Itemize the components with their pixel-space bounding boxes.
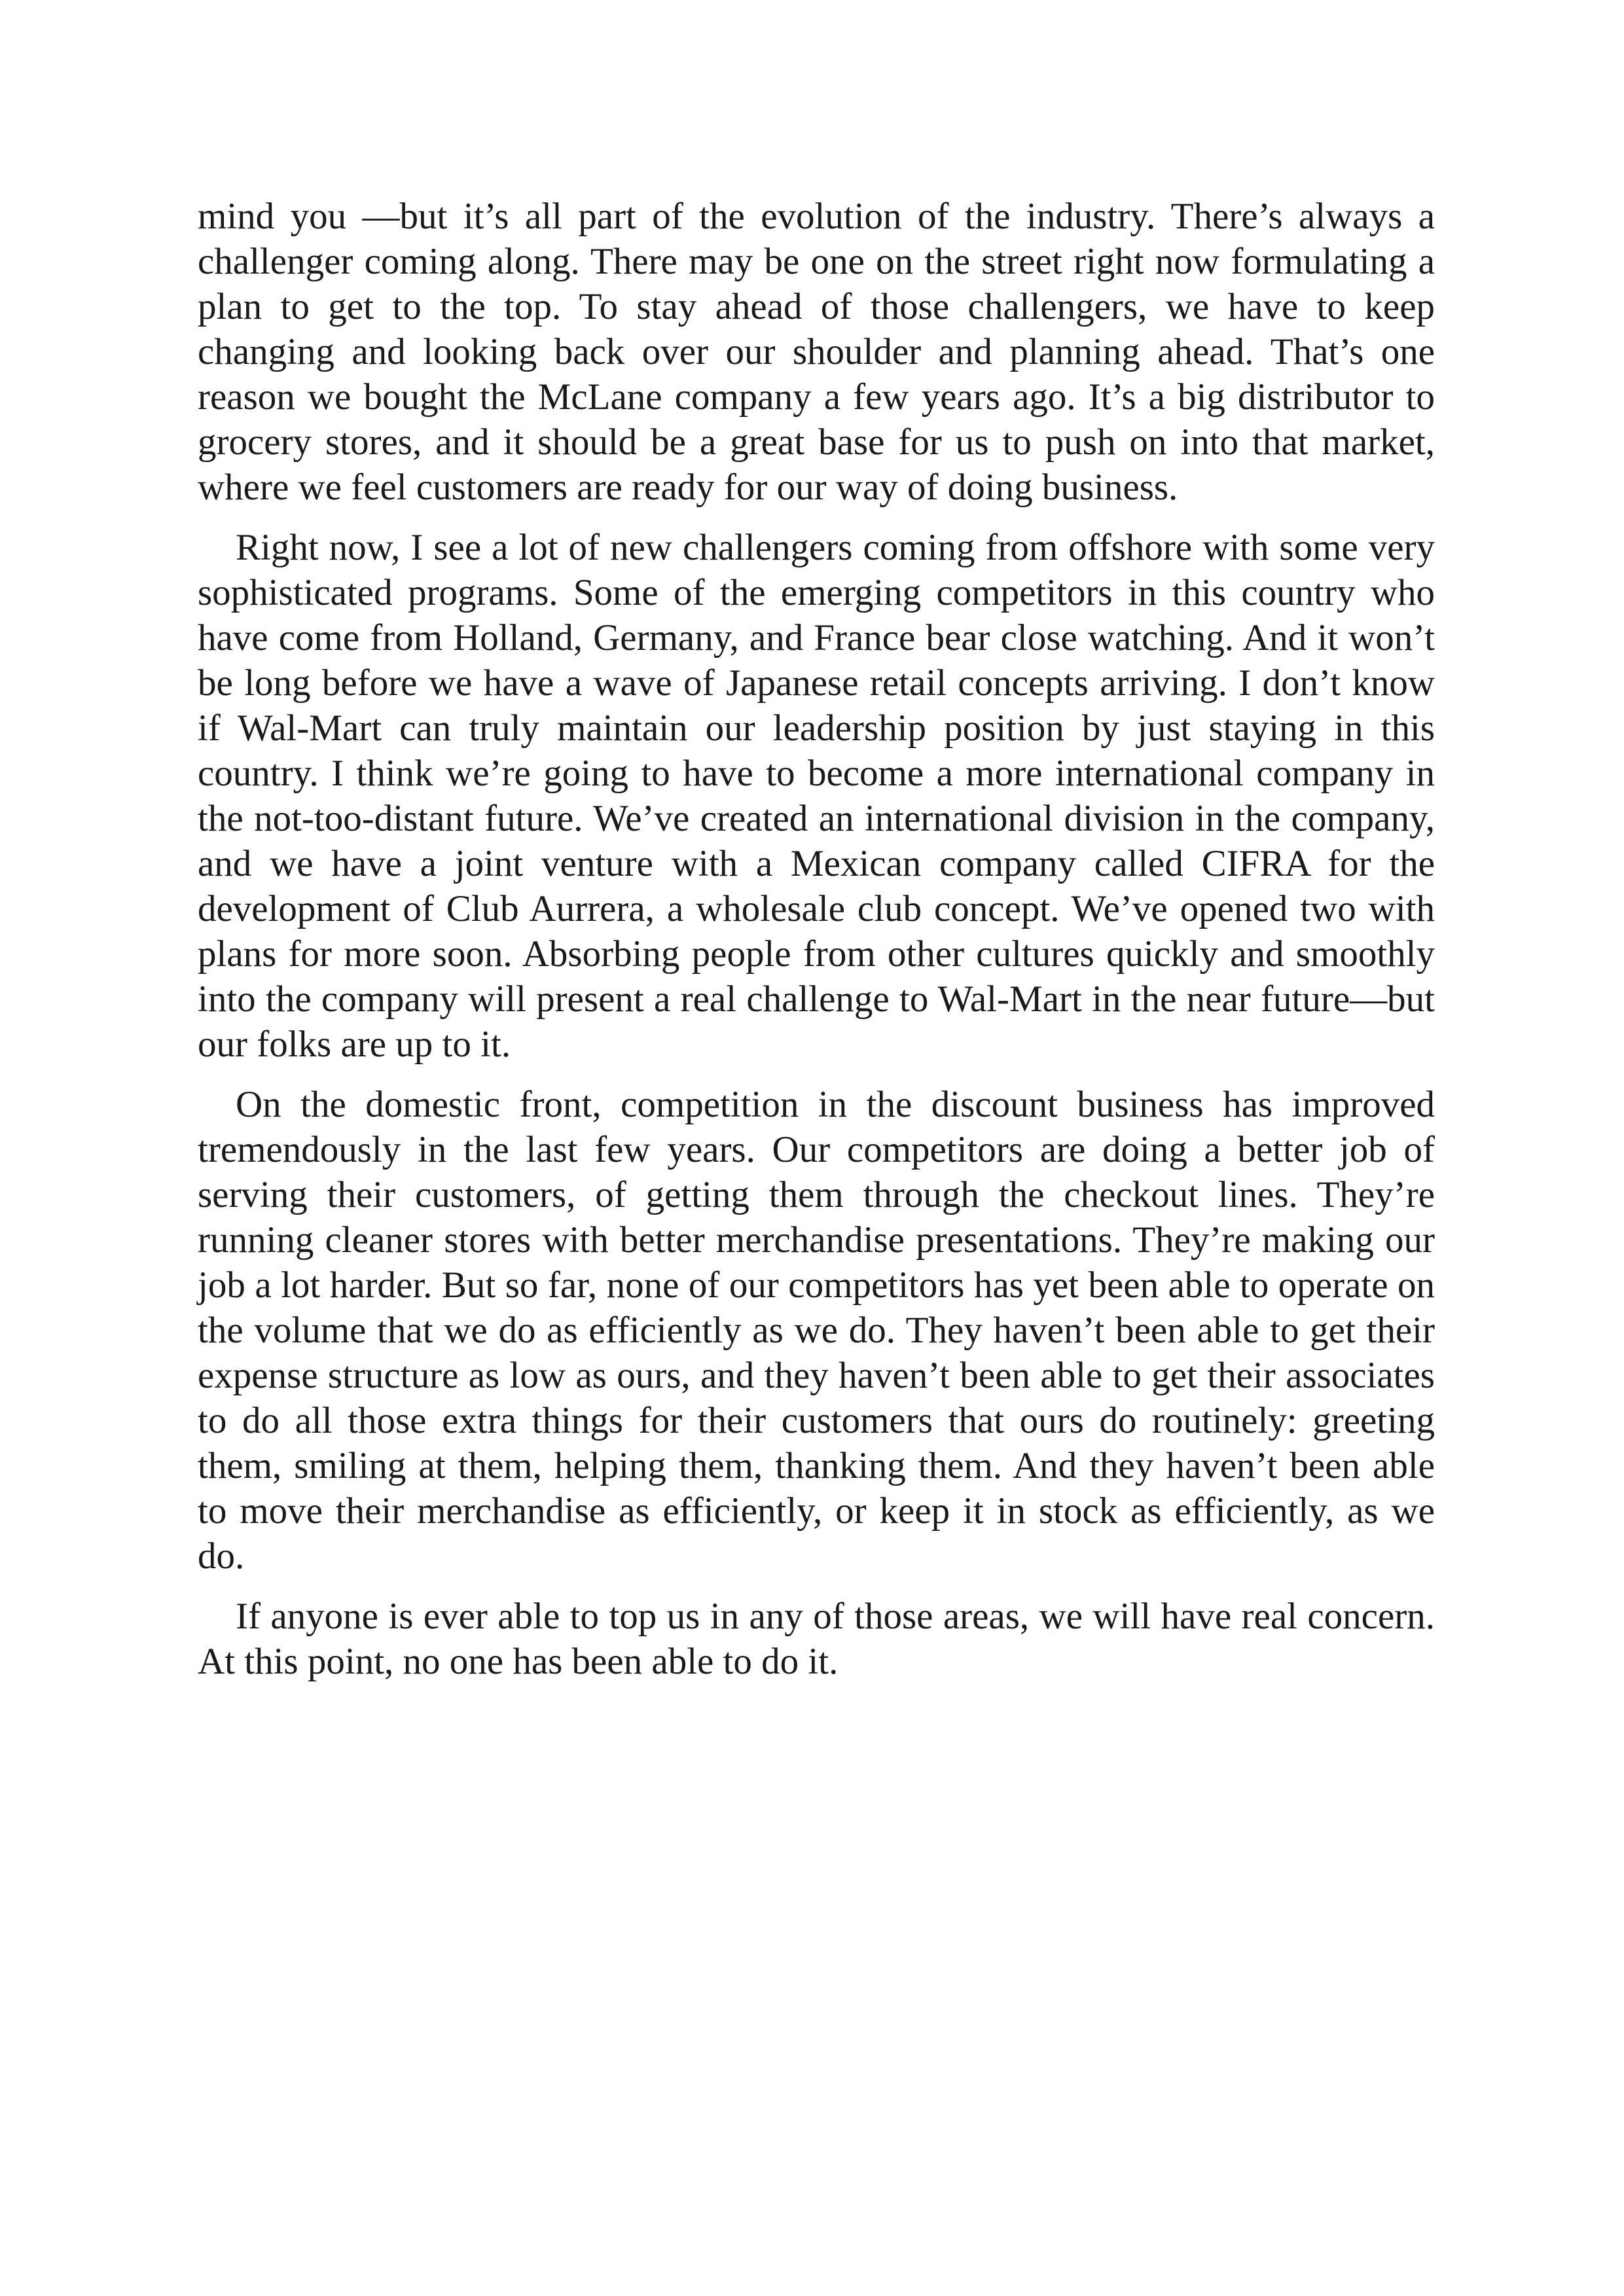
paragraph-continued: mind you —but it’s all part of the evolution of the industry. There’s always a challenger coming along. There may be one on the street right now formulating a plan to get to the top. To stay ahead of those challengers, we have to keep changing and looking back over our shoulder and planning ahead. That’s one reason we bought the McLane company a few years ago. It’s a big distributor to grocery stores, and it should be a great base for us to push on into that market, where we feel customers are ready for our way of doing business.	[198, 196, 1435, 508]
paragraph-conclusion: If anyone is ever able to top us in any of those areas, we will have real concern. At this point, no one has been able to do it.	[198, 1596, 1435, 1682]
body-text	[198, 194, 1435, 1699]
paragraph-offshore-challengers: Right now, I see a lot of new challengers coming from offshore with some very sophisticated programs. Some of the emerging competitors in this country who have come from Holland, Germany, and France bear close watching. And it won’t be long before we have a wave of Japanese retail concepts arriving. I don’t know if Wal-Mart can truly maintain our leadership position by just staying in this country. I think we’re going to have to become a more international company in the not-too-distant future. We’ve created an international division in the company, and we have a joint venture with a Mexican company called CIFRA for the development of Club Aurrera, a wholesale club concept. We’ve opened two with plans for more soon. Absorbing people from other cultures quickly and smoothly into the company will present a real challenge to Wal-Mart in the near future—but our folks are up to it.	[198, 527, 1435, 1065]
paragraph-domestic-competition: On the domestic front, competition in the discount business has improved tremendously in the last few years. Our competitors are doing a better job of serving their customers, of getting them through the checkout lines. They’re running cleaner stores with better merchandise presentations. They’re making our job a lot harder. But so far, none of our competitors has yet been able to operate on the volume that we do as efficiently as we do. They haven’t been able to get their expense structure as low as ours, and they haven’t been able to get their associates to do all those extra things for their customers that ours do routinely: greeting them, smiling at them, helping them, thanking them. And they haven’t been able to move their merchandise as efficiently, or keep it in stock as efficiently, as we do.	[198, 1084, 1435, 1577]
